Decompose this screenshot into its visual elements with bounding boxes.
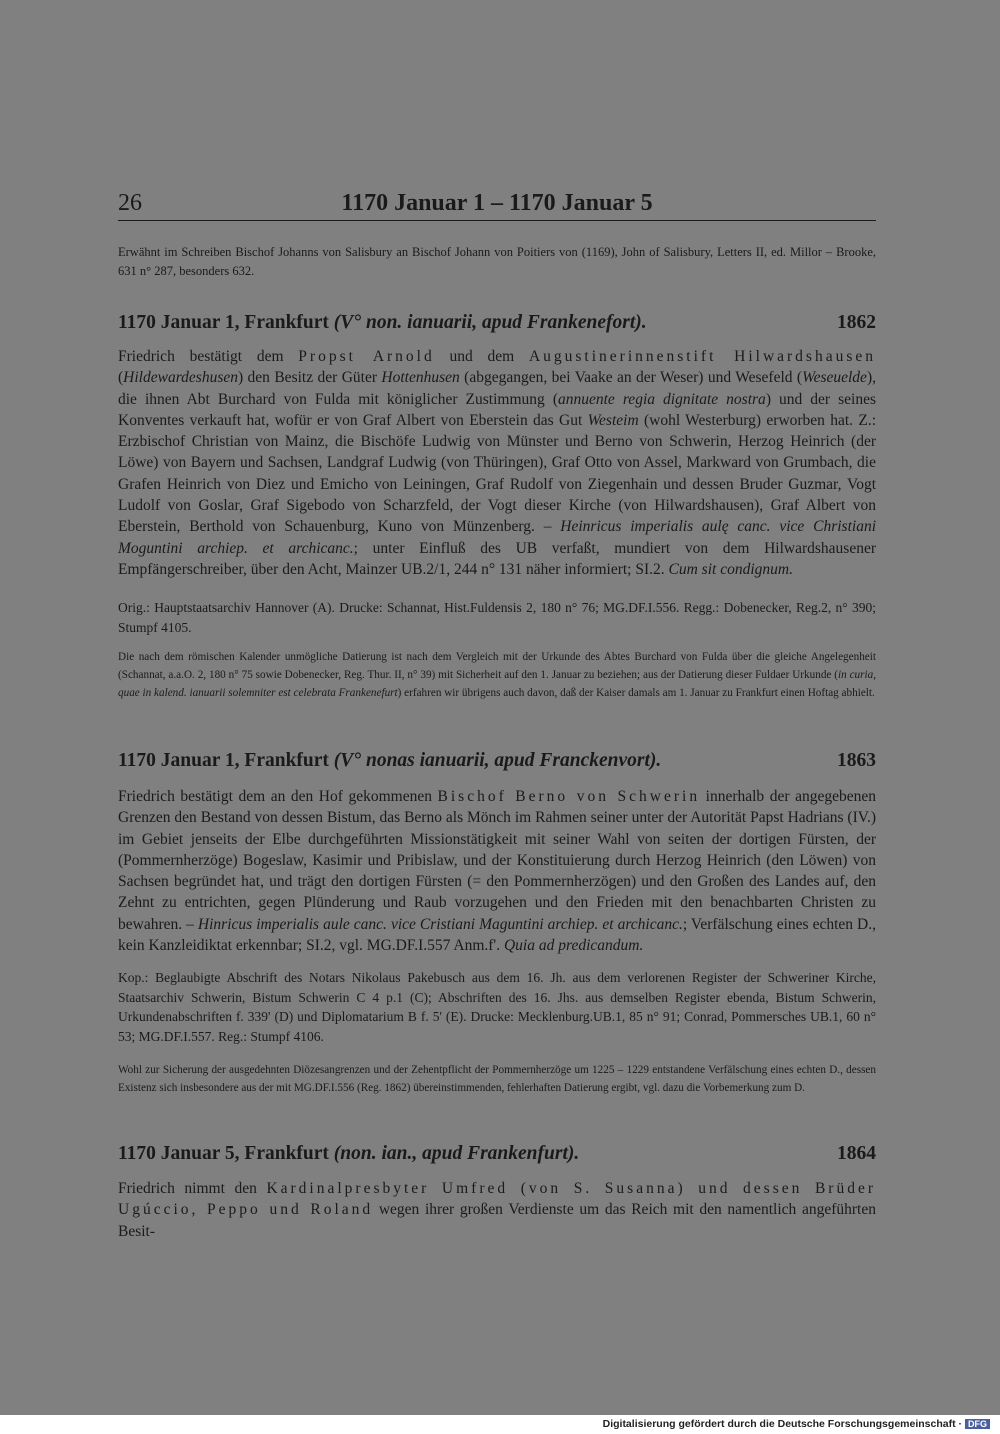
text-run: Friedrich bestätigt dem an den Hof gekommenen (118, 788, 438, 805)
text-run: Friedrich bestätigt dem (118, 348, 299, 365)
text-run: ) den Besitz der Güter (237, 369, 382, 387)
regest-number: 1862 (837, 312, 876, 333)
entry-sources-1862: Orig.: Hauptstaatsarchiv Hannover (A). Drucke: Schannat, Hist.Fuldensis 2, 180 n° 76; MG.DF.I.556. Regg.: Dobenecker, Reg.2, n° 390; Stumpf 4105. (118, 600, 876, 635)
entry-heading-1862 (118, 312, 876, 334)
funding-footer (603, 1418, 990, 1430)
text-run: ; Verfälschung eines echten D., kein Kanzleidiktat erkennbar; SI.2, vgl. MG.DF.I.557 Anm.f'. (118, 915, 876, 955)
entry-heading-1863 (118, 750, 876, 772)
running-title: 1170 Januar 1 – 1170 Januar 5 (341, 190, 653, 216)
latin-quote: annuente regia dignitate nostra (558, 390, 766, 408)
dfg-logo: DFG (965, 1419, 990, 1429)
entry-date-place: 1170 Januar 5, Frankfurt (118, 1143, 334, 1164)
regest-number: 1863 (837, 750, 876, 771)
spaced-name: Kardinalpresbyter Umfred (von S. Susanna) und dessen Brüder Ugúccio, Peppo und Roland (118, 1180, 876, 1219)
entry-note-1862 (118, 648, 876, 702)
entry-note-1863 (118, 1061, 876, 1097)
text-run: ; unter Einfluß des UB verfaßt, mundiert von dem Hilwardshausener Empfängerschreiber, über den Acht, Mainzer UB.2/1, 244 n° 131 näher informiert; SI.2. (118, 539, 876, 578)
text-run: innerhalb der angegebenen Grenzen den Bestand von dessen Bistum, das Berno als Mönch im Rahmen seiner unter der Autorität Papst Hadrians (IV.) im Gebiet jenseits der Elbe durchgeführten Missionstätigkeit mit seiner Wahl von seiten der dortigen Fürsten, der (Pommernherzöge) Bogeslaw, Kasimir und Pribislaw, und der Konstituierung durch Herzog Heinrich (den Löwen) von Sachsen begründet hat, und trägt den dortigen Fürsten (= den Pommernherzögen) und den Großen des Landes auf, den Zehnt zu entrichten, gegen Plünderung und Raub vorzugehen und den Frieden mit den benachbarten Christen zu bewahren. – (118, 788, 876, 933)
latin-quote: Heinricus imperialis aulę canc. vice Christiani Moguntini archiep. et archicanc. (118, 518, 876, 557)
intro-note: Erwähnt im Schreiben Bischof Johanns von Salisbury an Bischof Johann von Poitiers von (1169), John of Salisbury, Letters II, ed. Millor – Brooke, 631 n° 287, besonders 632. (118, 245, 876, 278)
text-run: (abgegangen, bei Vaake an der Weser) und Wesefeld ( (459, 369, 803, 387)
entry-dating-clause: (non. ian., apud Frankenfurt). (333, 1143, 580, 1164)
entry-body-1863 (118, 786, 876, 956)
latin-quote: Quia ad predicandum. (503, 937, 644, 955)
page-number: 26 (118, 190, 142, 216)
spaced-name: Bischof Berno von Schwerin (437, 788, 701, 805)
text-run: ) und der seines Konventes verkauft hat, wofür er von Graf Albert von Eberstein das Gut (118, 390, 877, 429)
text-run: (wohl Westerburg) erworben hat. Z.: Erzbischof Christian von Mainz, die Bischöfe Ludwig von Münster und Berno von Schwerin, Herzog Heinrich (der Löwe) von Bayern und Sachsen, Landgraf Ludwig (von Thüringen), Graf Otto von Assel, Markward von Grumbach, die Grafen Heinrich von Diez und Emicho von Leiningen, Graf Rudolf von Ziegenhain und dessen Bruder Guzmar, Vogt Ludolf von Goslar, Graf Sigebodo von Scharzfeld, der Vogt dieser Kirche (von Hilwardshausen), Graf Albert von Eberstein, Berthold von Schauenburg, Kuno von Münzenberg. – (118, 411, 876, 536)
text-run: ( (118, 369, 124, 387)
text-run: und dem (434, 348, 529, 365)
entry-dating-clause: (V° non. ianuarii, apud Frankenefort). (333, 312, 647, 333)
text-run: ) erfahren wir übrigens auch davon, daß der Kaiser damals am 1. Januar zu Frankfurt einen Hoftag abhielt. (397, 687, 875, 699)
latin-quote: Hinricus imperialis aule canc. vice Cristiani Maguntini archiep. et archicanc. (197, 915, 683, 933)
spaced-name: Propst Arnold (298, 348, 435, 365)
text-run: Friedrich nimmt den (118, 1180, 267, 1197)
entry-sources-1863: Kop.: Beglaubigte Abschrift des Notars Nikolaus Pakebusch aus dem 16. Jh. aus dem verlorenen Register der Schweriner Kirche, Staatsarchiv Schwerin, Bistum Schwerin C 4 p.1 (C); Abschriften des 16. Jhs. aus demselben Register ebenda, Bistum Schwerin, Urkundenabschriften f. 339' (D) und Diplomatarium B f. 5' (E). Drucke: Mecklenburg.UB.1, 85 n° 91; Conrad, Pommersches UB.1, 60 n° 53; MG.DF.I.557. Reg.: Stumpf 4106. (118, 970, 876, 1044)
latin-quote: Cum sit condignum. (668, 560, 793, 578)
entry-body-1864 (118, 1178, 876, 1242)
text-run: Wohl zur Sicherung der ausgedehnten Diözesangrenzen und der Zehentpflicht der Pommernherzöge um 1225 – 1229 entstandene Verfälschung eines echten D., dessen Existenz sich insbesondere aus der mit MG.DF.I.556 (Reg. 1862) übereinstimmenden, fehlerhaften Datierung ergibt, vgl. dazu die Vorbemerkung zum D. (118, 1064, 876, 1094)
latin-quote: in curia, quae in kalend. ianuarii solemniter est celebrata Frankenefurt (118, 669, 877, 699)
latin-quote: Westeim (587, 411, 639, 429)
latin-quote: Weseuelde (802, 369, 867, 387)
entry-date-place: 1170 Januar 1, Frankfurt (118, 750, 334, 771)
regest-number: 1864 (837, 1143, 876, 1164)
text-run: ), die ihnen Abt Burchard von Fulda mit königlicher Zustimmung ( (118, 369, 876, 408)
text-run: wegen ihrer großen Verdienste um das Reich mit den namentlich angeführten Besit- (118, 1201, 876, 1240)
latin-quote: Hottenhusen (381, 369, 460, 387)
entry-body-1862 (118, 346, 876, 580)
spaced-name: Augustinerinnenstift Hilwardshausen (528, 348, 877, 365)
text-run: Die nach dem römischen Kalender unmögliche Datierung ist nach dem Vergleich mit der Urkunde des Abtes Burchard von Fulda über die gleiche Angelegenheit (Schannat, a.a.O. 2, 180 n° 75 sowie Dobenecker, Reg. Thur. II, n° 39) mit Sicherheit auf den 1. Januar zu beziehen; aus der Datierung dieser Fuldaer Urkunde ( (118, 651, 876, 681)
running-header (118, 190, 876, 221)
funding-text: Digitalisierung gefördert durch die Deutsche Forschungsgemeinschaft · (602, 1418, 962, 1430)
entry-date-place: 1170 Januar 1, Frankfurt (118, 312, 334, 333)
latin-quote: Hildewardeshusen (123, 369, 238, 387)
entry-heading-1864 (118, 1143, 876, 1165)
entry-dating-clause: (V° nonas ianuarii, apud Franckenvort). (333, 750, 662, 771)
